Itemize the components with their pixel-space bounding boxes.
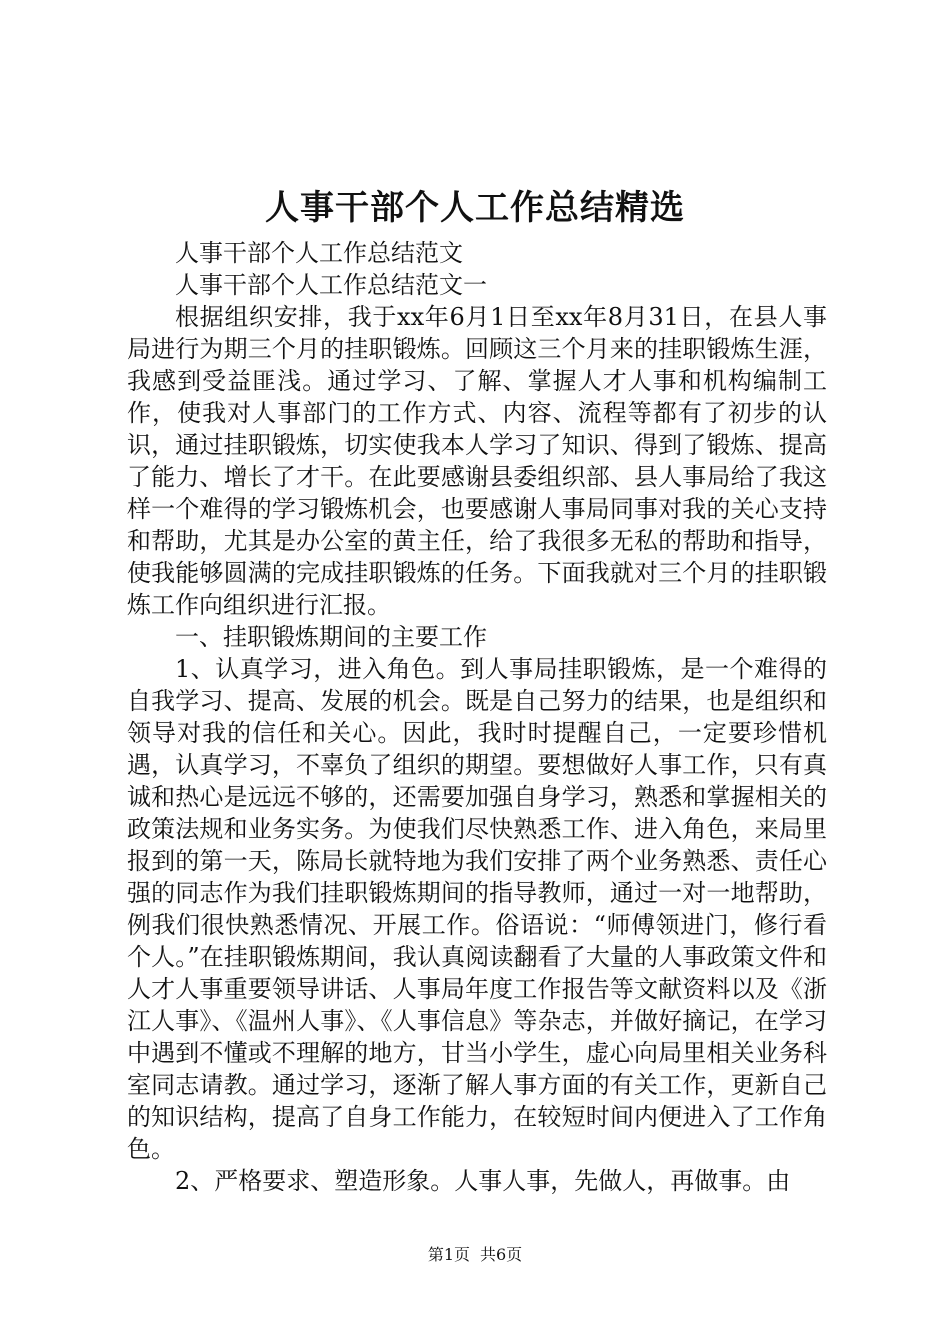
- page-footer: [0, 1243, 950, 1267]
- paragraph-subtitle: 人事干部个人工作总结范文: [175, 239, 463, 267]
- paragraph-subtitle-one: 人事干部个人工作总结范文一: [175, 271, 487, 299]
- document-body: [127, 237, 827, 1197]
- page-total: 共6页: [480, 1245, 523, 1264]
- document-title: 人事干部个人工作总结精选: [265, 188, 685, 228]
- paragraph-item-1: 1、认真学习，进入角色。到人事局挂职锻炼，是一个难得的自我学习、提高、发展的机会。既是自己努力的结果，也是组织和领导对我的信任和关心。因此，我时时提醒自己，一定要珍惜机遇，认真学习，不辜负了组织的期望。要想做好人事工作，只有真诚和热心是远远不够的，还需要加强自身学习，熟悉和掌握相关的政策法规和业务实务。为使我们尽快熟悉工作、进入角色，来局里报到的第一天，陈局长就特地为我们安排了两个业务熟悉、责任心强的同志作为我们挂职锻炼期间的指导教师，通过一对一地帮助，例我们很快熟悉情况、开展工作。俗语说：“师傅领进门，修行看个人。”在挂职锻炼期间，我认真阅读翻看了大量的人事政策文件和人才人事重要领导讲话、人事局年度工作报告等文献资料以及《浙江人事》、《温州人事》、《人事信息》等杂志，并做好摘记，在学习中遇到不懂或不理解的地方，甘当小学生，虚心向局里相关业务科室同志请教。通过学习，逐渐了解人事方面的有关工作，更新自己的知识结构，提高了自身工作能力，在较短时间内便进入了工作角色。: [127, 655, 827, 1163]
- paragraph-item-2: 2、严格要求、塑造形象。人事人事，先做人，再做事。由: [175, 1167, 791, 1195]
- page-number: 第1页: [427, 1245, 470, 1264]
- paragraph-intro: 根据组织安排，我于xx年6月1日至xx年8月31日，在县人事局进行为期三个月的挂职锻炼。回顾这三个月来的挂职锻炼生涯，我感到受益匪浅。通过学习、了解、掌握人才人事和机构编制工作，使我对人事部门的工作方式、内容、流程等都有了初步的认识，通过挂职锻炼，切实使我本人学习了知识、得到了锻炼、提高了能力、增长了才干。在此要感谢县委组织部、县人事局给了我这样一个难得的学习锻炼机会，也要感谢人事局同事对我的关心支持和帮助，尤其是办公室的黄主任，给了我很多无私的帮助和指导，使我能够圆满的完成挂职锻炼的任务。下面我就对三个月的挂职锻炼工作向组织进行汇报。: [127, 303, 827, 619]
- section-heading-main-work: 一、挂职锻炼期间的主要工作: [175, 623, 487, 651]
